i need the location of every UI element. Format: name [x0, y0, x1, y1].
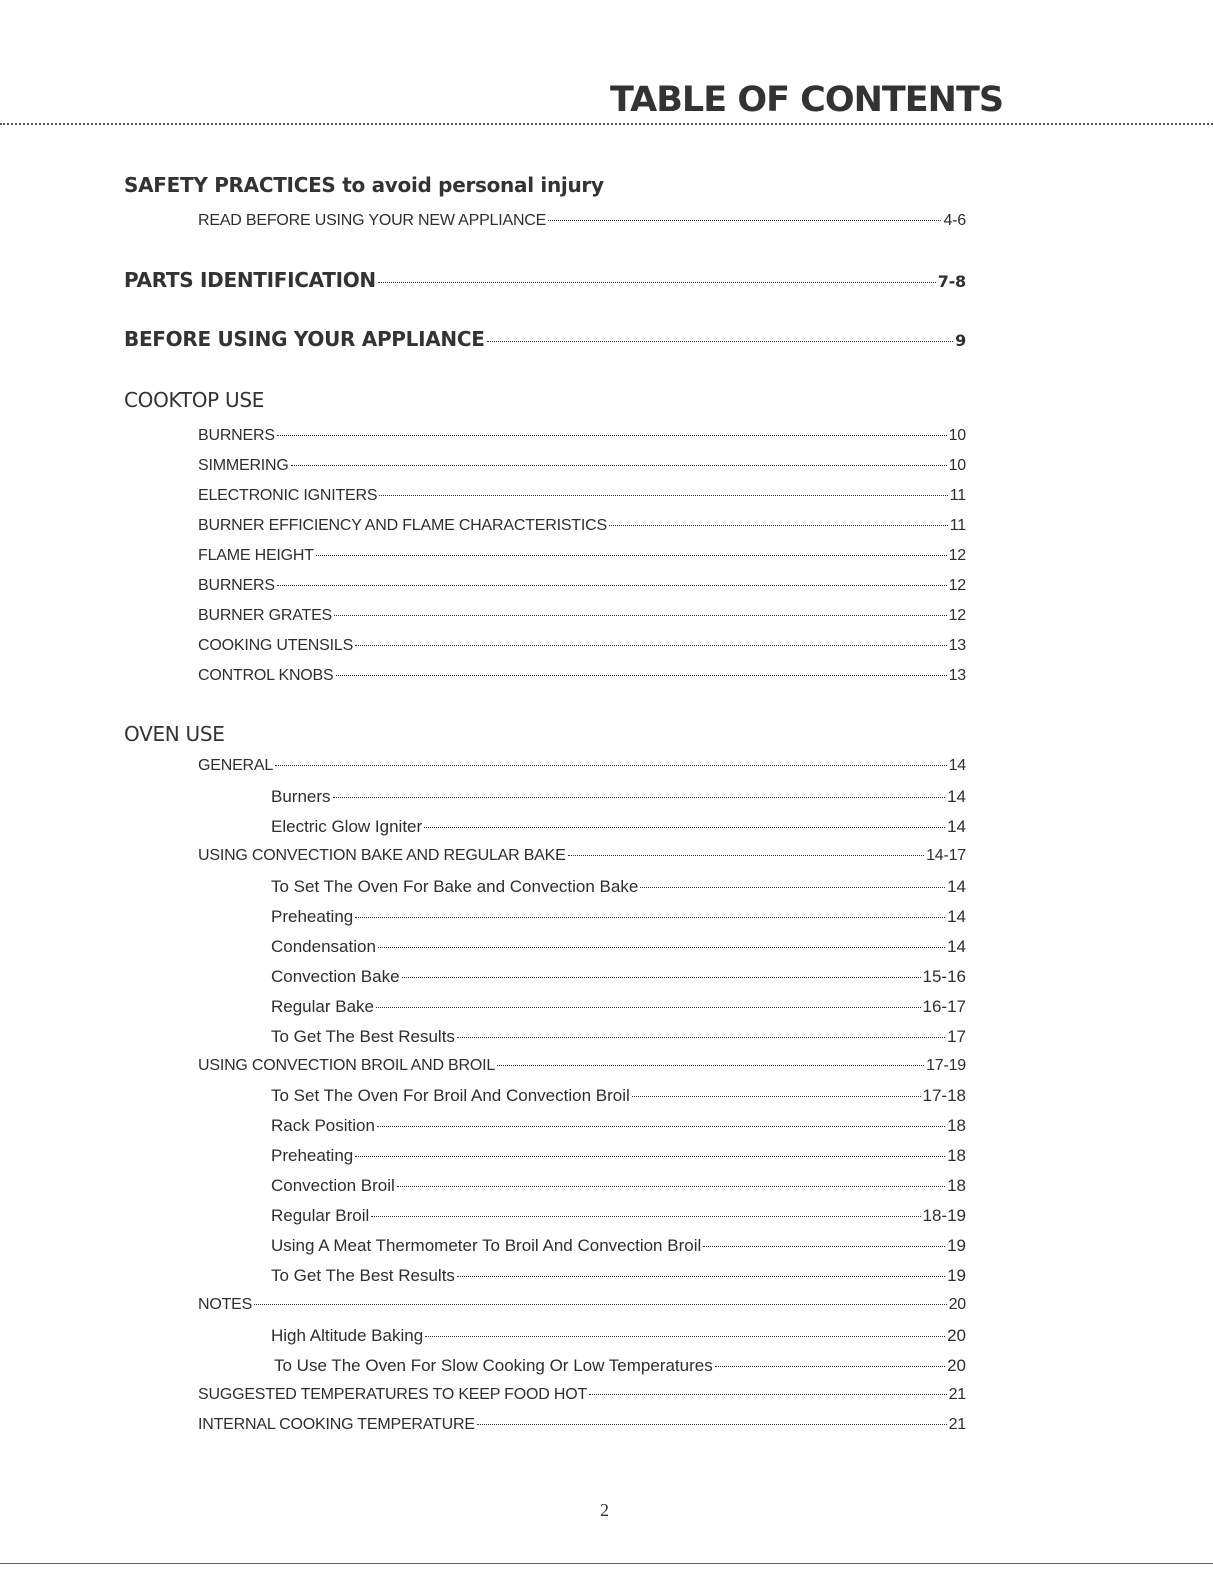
toc-entry-page: 12 [948, 607, 966, 624]
leader-dots [378, 282, 936, 283]
leader-dots [589, 1394, 947, 1395]
toc-entry[interactable] [271, 1266, 966, 1286]
toc-entry[interactable] [198, 1416, 966, 1434]
leader-dots [548, 220, 941, 221]
toc-section-page: 9 [955, 331, 966, 350]
toc-entry-label: USING CONVECTION BROIL AND BROIL [198, 1056, 496, 1074]
toc-entry[interactable] [271, 817, 966, 837]
toc-entry-page: 15-16 [922, 966, 966, 986]
toc-entry[interactable] [198, 517, 966, 535]
page-title: TABLE OF CONTENTS [610, 80, 1004, 120]
toc-entry[interactable] [271, 967, 966, 987]
toc-entry-label: Regular Broil [271, 1206, 370, 1226]
toc-section-before[interactable] [124, 327, 966, 351]
leader-dots [703, 1246, 945, 1247]
leader-dots [371, 1216, 920, 1217]
toc-entry-page: 13 [948, 637, 966, 654]
toc-entry-label: High Altitude Baking [271, 1326, 424, 1346]
toc-entry-page: 14-17 [926, 846, 966, 864]
leader-dots [568, 855, 924, 856]
toc-entry-page: 14 [947, 876, 966, 896]
toc-entry[interactable] [198, 1296, 966, 1314]
toc-entry-label: Condensation [271, 936, 376, 956]
toc-entry[interactable] [271, 907, 966, 927]
toc-entry[interactable] [271, 1176, 966, 1196]
toc-entry-page: 11 [949, 487, 966, 504]
page-number: 2 [600, 1500, 609, 1520]
toc-entry-page: 20 [948, 1296, 966, 1314]
toc-entry-page: 21 [948, 1415, 966, 1433]
leader-dots [355, 917, 945, 918]
toc-entry[interactable] [198, 667, 966, 685]
toc-entry-label: To Use The Oven For Slow Cooking Or Low Temperatures [274, 1356, 713, 1375]
leader-dots [425, 1336, 945, 1337]
leader-dots [715, 1366, 945, 1367]
toc-entry[interactable] [271, 1146, 966, 1166]
toc-entry-label: NOTES [198, 1296, 253, 1314]
toc-entry-label: To Get The Best Results [271, 1266, 455, 1286]
toc-entry-label: To Set The Oven For Broil And Convection Broil [271, 1086, 630, 1106]
leader-dots [497, 1065, 924, 1066]
leader-dots [334, 615, 947, 616]
toc-entry[interactable] [198, 637, 966, 655]
toc-entry-page: 14 [948, 757, 966, 774]
leader-dots [254, 1304, 946, 1305]
toc-entry[interactable] [198, 457, 966, 475]
toc-entry-label: BURNERS [198, 427, 275, 444]
toc-entry[interactable] [271, 1086, 966, 1106]
toc-entry-label: SUGGESTED TEMPERATURES TO KEEP FOOD HOT [198, 1385, 588, 1403]
toc-entry-page: 14 [947, 816, 966, 836]
section-heading-oven: OVEN USE [124, 722, 225, 746]
leader-dots [336, 675, 947, 676]
toc-entry-page: 19 [947, 1266, 966, 1286]
toc-entry-label: Rack Position [271, 1116, 375, 1136]
toc-entry-label: To Set The Oven For Bake and Convection Bake [271, 876, 639, 896]
toc-entry-page: 12 [948, 577, 966, 594]
toc-entry-page: 18 [947, 1146, 966, 1166]
toc-section-page: 7-8 [937, 272, 966, 291]
leader-dots [640, 887, 945, 888]
toc-entry[interactable] [271, 1326, 966, 1346]
toc-entry-label: Electric Glow Igniter [271, 816, 423, 836]
toc-entry-page: 10 [948, 457, 966, 474]
title-rule [0, 123, 1213, 125]
toc-entry-label: Using A Meat Thermometer To Broil And Convection Broil [271, 1236, 702, 1256]
toc-entry-label: Convection Broil [271, 1176, 395, 1196]
toc-entry[interactable] [198, 212, 966, 230]
toc-entry-label: BURNERS [198, 577, 275, 594]
toc-entry-page: 14 [947, 786, 966, 806]
toc-entry[interactable] [198, 547, 966, 565]
toc-entry-page: 14 [947, 936, 966, 956]
leader-dots [457, 1276, 945, 1277]
leader-dots [379, 495, 947, 496]
leader-dots [402, 977, 921, 978]
toc-entry[interactable] [198, 757, 966, 775]
leader-dots [333, 797, 946, 798]
toc-entry-page: 11 [949, 517, 966, 534]
toc-entry-page: 17-19 [926, 1056, 966, 1074]
toc-entry-label: Preheating [271, 1146, 354, 1166]
leader-dots [632, 1096, 921, 1097]
leader-dots [477, 1424, 947, 1425]
leader-dots [316, 555, 947, 556]
leader-dots [487, 341, 953, 342]
toc-entry-page: 20 [947, 1356, 966, 1375]
leader-dots [376, 1007, 921, 1008]
leader-dots [275, 765, 947, 766]
toc-entry-page: 10 [948, 427, 966, 444]
toc-entry-page: 12 [948, 547, 966, 564]
toc-entry-page: 17 [947, 1026, 966, 1046]
toc-entry[interactable] [271, 997, 966, 1017]
toc-section-label: PARTS IDENTIFICATION [124, 268, 376, 292]
leader-dots [424, 827, 945, 828]
section-heading-cooktop: COOKTOP USE [124, 388, 265, 412]
leader-dots [377, 1126, 945, 1127]
toc-entry-page: 18 [947, 1176, 966, 1196]
toc-entry[interactable] [271, 937, 966, 957]
toc-entry-label: SIMMERING [198, 457, 289, 474]
toc-entry[interactable] [198, 1057, 966, 1075]
toc-entry-label: ELECTRONIC IGNITERS [198, 487, 378, 504]
leader-dots [378, 947, 945, 948]
leader-dots [355, 1156, 945, 1157]
toc-entry[interactable] [198, 607, 966, 625]
toc-entry[interactable] [198, 487, 966, 505]
leader-dots [277, 435, 947, 436]
toc-entry[interactable] [271, 1027, 966, 1047]
toc-entry-label: Regular Bake [271, 996, 375, 1016]
toc-section-parts[interactable] [124, 268, 966, 292]
toc-entry[interactable] [271, 877, 966, 897]
toc-entry-label: USING CONVECTION BAKE AND REGULAR BAKE [198, 846, 566, 864]
toc-entry-page: 20 [947, 1326, 966, 1346]
leader-dots [291, 465, 947, 466]
toc-entry-page: 19 [947, 1236, 966, 1256]
toc-entry-label: COOKING UTENSILS [198, 637, 354, 654]
toc-entry[interactable] [198, 1386, 966, 1404]
leader-dots [457, 1037, 945, 1038]
toc-entry-label: GENERAL [198, 757, 274, 774]
toc-entry[interactable] [274, 1356, 966, 1376]
leader-dots [355, 645, 947, 646]
toc-entry-label: Preheating [271, 906, 354, 926]
toc-entry-page: 21 [948, 1385, 966, 1403]
toc-entry-label: CONTROL KNOBS [198, 667, 334, 684]
toc-entry[interactable] [271, 1116, 966, 1136]
toc-entry-page: 13 [948, 667, 966, 684]
toc-entry[interactable] [198, 847, 966, 865]
toc-entry[interactable] [271, 1206, 966, 1226]
toc-entry[interactable] [198, 577, 966, 595]
toc-entry-label: Burners [271, 786, 331, 806]
toc-entry-label: Convection Bake [271, 966, 400, 986]
toc-entry-label: To Get The Best Results [271, 1026, 455, 1046]
leader-dots [609, 525, 948, 526]
toc-entry-page: 17-18 [922, 1086, 966, 1106]
toc-entry-label: READ BEFORE USING YOUR NEW APPLIANCE [198, 212, 547, 229]
toc-entry-page: 18-19 [922, 1206, 966, 1226]
toc-entry-label: BURNER EFFICIENCY AND FLAME CHARACTERISTICS [198, 517, 607, 534]
toc-entry-page: 4-6 [943, 212, 966, 229]
toc-entry-page: 16-17 [922, 996, 966, 1016]
leader-dots [277, 585, 947, 586]
toc-entry-page: 14 [947, 906, 966, 926]
bottom-rule [0, 1563, 1213, 1564]
toc-entry[interactable] [271, 787, 966, 807]
toc-entry[interactable] [271, 1236, 966, 1256]
toc-section-label: BEFORE USING YOUR APPLIANCE [124, 327, 485, 351]
toc-entry[interactable] [198, 427, 966, 445]
toc-entry-label: FLAME HEIGHT [198, 547, 314, 564]
toc-entry-label: BURNER GRATES [198, 607, 333, 624]
leader-dots [397, 1186, 945, 1187]
section-heading-safety: SAFETY PRACTICES to avoid personal injury [124, 173, 604, 197]
toc-entry-page: 18 [947, 1116, 966, 1136]
toc-entry-label: INTERNAL COOKING TEMPERATURE [198, 1415, 475, 1433]
